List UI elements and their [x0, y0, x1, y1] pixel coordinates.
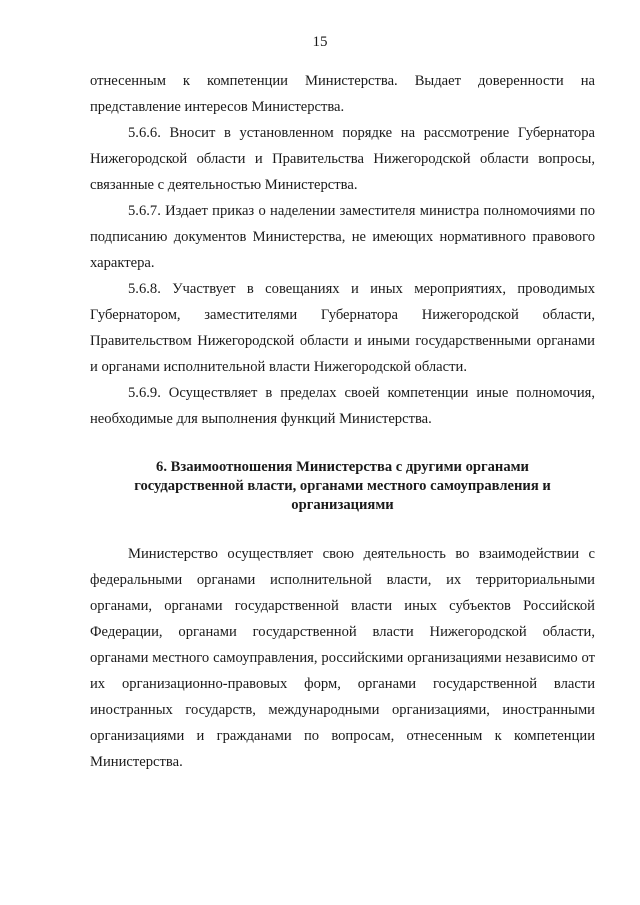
paragraph-continuation: отнесенным к компетенции Министерства. Выдает доверенности на представление интересов Министерства.: [90, 73, 595, 115]
page-number: 15: [312, 34, 328, 50]
paragraph-5-6-7: 5.6.7. Издает приказ о наделении заместителя министра полномочиями по подписанию документов Министерства, не имеющих нормативного правового характера.: [90, 203, 595, 271]
paragraph-5-6-8: 5.6.8. Участвует в совещаниях и иных мероприятиях, проводимых Губернатором, заместителями Губернатора Нижегородской области, Правительством Нижегородской области и иными государственными органами и органами исполнительной власти Нижегородской области.: [90, 281, 595, 375]
section-heading: 6. Взаимоотношения Министерства с другими органами государственной власти, органами местного самоуправления и организациями: [134, 459, 551, 513]
paragraph-5-6-9: 5.6.9. Осуществляет в пределах своей компетенции иные полномочия, необходимые для выполнения функций Министерства.: [90, 385, 595, 427]
paragraph-5-6-6: 5.6.6. Вносит в установленном порядке на рассмотрение Губернатора Нижегородской области и Правительства Нижегородской области вопросы, связанные с деятельностью Министерства.: [90, 125, 595, 193]
paragraph-section-6: Министерство осуществляет свою деятельность во взаимодействии с федеральными органами исполнительной власти, их территориальными органами, органами государственной власти иных субъектов Российской Федерации, органами государственной власти Нижегородской области, органами местного самоуправления, российскими организациями независимо от их организационно-правовых форм, органами государственной власти иностранных государств, международными организациями, иностранными организациями и гражданами по вопросам, отнесенным к компетенции Министерства.: [90, 546, 595, 770]
document-body: [90, 68, 595, 775]
